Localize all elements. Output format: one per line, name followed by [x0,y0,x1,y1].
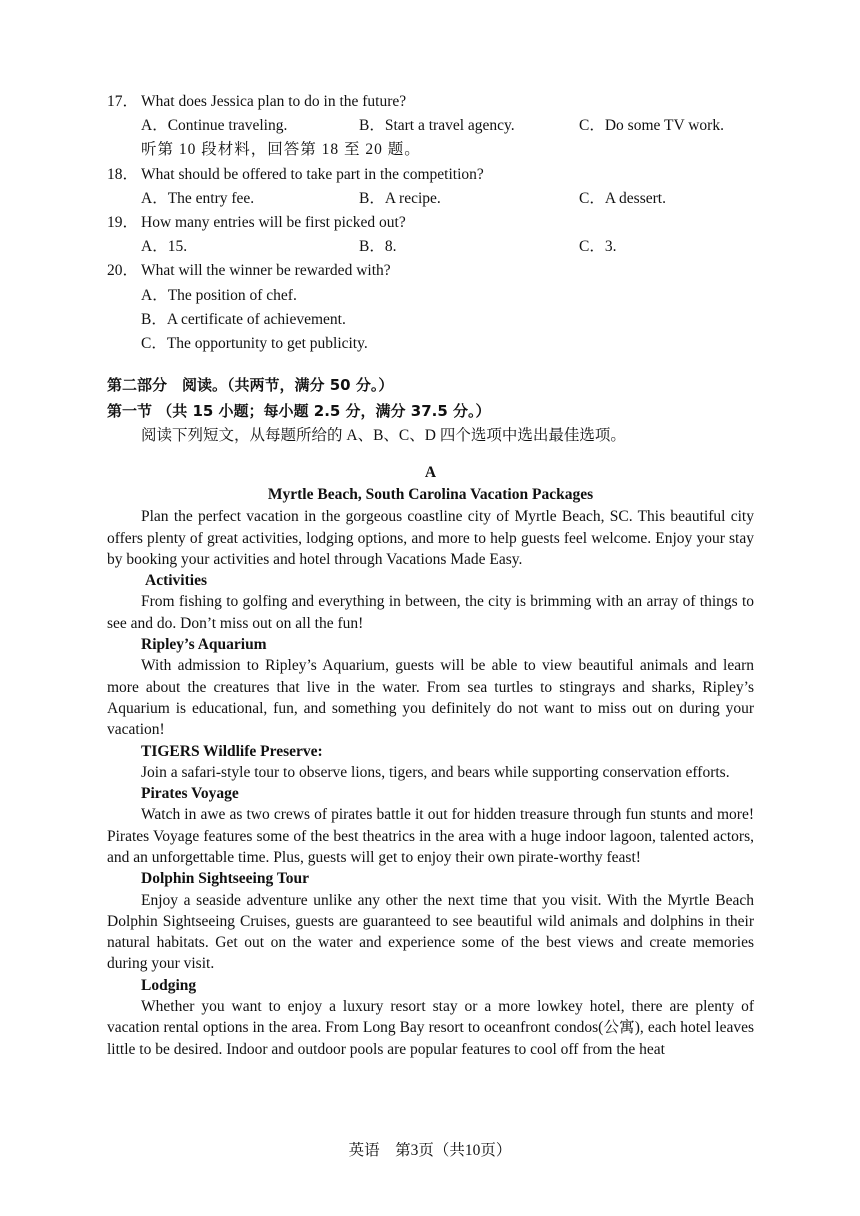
page-footer: 英语 第3页（共10页） [348,1142,512,1159]
listening-instruction: 听第 10 段材料，回答第 18 至 20 题。 [141,141,421,159]
activities-heading: Activities [145,572,207,590]
tigers-text: Join a safari-style tour to observe lions, tigers, and bears while supporting conservation efforts. [141,763,730,781]
option-a: A．Continue traveling. [141,117,288,135]
tigers-heading: TIGERS Wildlife Preserve: [141,742,323,760]
option-c: C．The opportunity to get publicity. [141,334,368,352]
lodging-heading: Lodging [141,976,197,994]
question-18 [107,163,754,187]
passage-title: Myrtle Beach, South Carolina Vacation Packages [267,486,594,504]
option-c: C．A dessert. [579,189,666,207]
section-one-heading: 第一节 （共 15 小题；每小题 2.5 分，满分 37.5 分。） [107,402,491,421]
option-c: C．Do some TV work. [579,117,724,135]
question-number: 17． [107,93,139,110]
question-text: What should be offered to take part in the competition? [141,165,484,183]
question-17 [107,90,754,114]
option-b: B．A certificate of achievement. [141,310,346,328]
question-number: 18． [107,165,139,183]
question-number: 20． [107,262,139,280]
part-two-heading: 第二部分 阅读。（共两节，满分 50 分。） [107,376,394,395]
lodging-text: Whether you want to enjoy a luxury resort stay or a more lowkey hotel, there are plenty of vacation rental options in the area. From Long Bay resort to oceanfront condos(公寓), each hotel leaves little to be desired. Indoor and outdoor pools are popular features to cool off from the heat [107,998,754,1058]
question-17-options [107,114,754,138]
question-19-options [107,235,754,259]
option-a: A．15. [141,238,188,256]
pirates-heading: Pirates Voyage [141,785,239,803]
question-18-options [107,187,754,211]
question-19 [107,211,754,235]
question-text: How many entries will be first picked out? [141,213,406,231]
passage-letter: A [424,464,437,482]
passage-intro: Plan the perfect vacation in the gorgeous coastline city of Myrtle Beach, SC. This beautiful city offers plenty of great activities, lodging options, and more to help guests feel welcome. Enjoy your stay by booking your activities and hotel through Vacations Made Easy. [107,508,754,568]
dolphin-heading: Dolphin Sightseeing Tour [141,870,309,888]
dolphin-text: Enjoy a seaside adventure unlike any other the next time that you visit. With the Myrtle Beach Dolphin Sightseeing Cruises, guests are guaranteed to see beautiful wild animals and dolphins in their natural habitats. Get out on the water and experience some of the best views and create memories during your visit. [107,891,754,973]
option-a: A．The entry fee. [141,189,255,207]
aquarium-heading: Ripley’s Aquarium [141,636,267,654]
option-b: B．A recipe. [359,189,441,207]
question-20 [107,259,754,283]
aquarium-text: With admission to Ripley’s Aquarium, guests will be able to view beautiful animals and learn more about the creatures that live in the water. From sea turtles to stingrays and sharks, Ripley’s Aquarium is educational, fun, and something you definitely do not want to miss out on during your vacation! [107,657,754,739]
exam-page [107,90,754,1060]
question-text: What does Jessica plan to do in the future? [141,93,407,110]
option-c: C．3. [579,238,617,256]
reading-instruction: 阅读下列短文，从每题所给的 A、B、C、D 四个选项中选出最佳选项。 [141,427,626,445]
pirates-text: Watch in awe as two crews of pirates battle it out for hidden treasure through fun stunts and more! Pirates Voyage features some of the best theatrics in the area with a huge indoor lagoon, talented actors, and an unforgettable time. Plus, guests will get to enjoy their own pirate-worthy feast! [107,806,754,866]
option-b: B．8. [359,238,397,256]
activities-text: From fishing to golfing and everything in between, the city is brimming with an array of things to see and do. Don’t miss out on all the fun! [107,593,754,632]
question-number: 19． [107,213,139,231]
question-text: What will the winner be rewarded with? [141,262,391,280]
option-a: A．The position of chef. [141,286,297,304]
option-b: B．Start a travel agency. [359,117,515,135]
